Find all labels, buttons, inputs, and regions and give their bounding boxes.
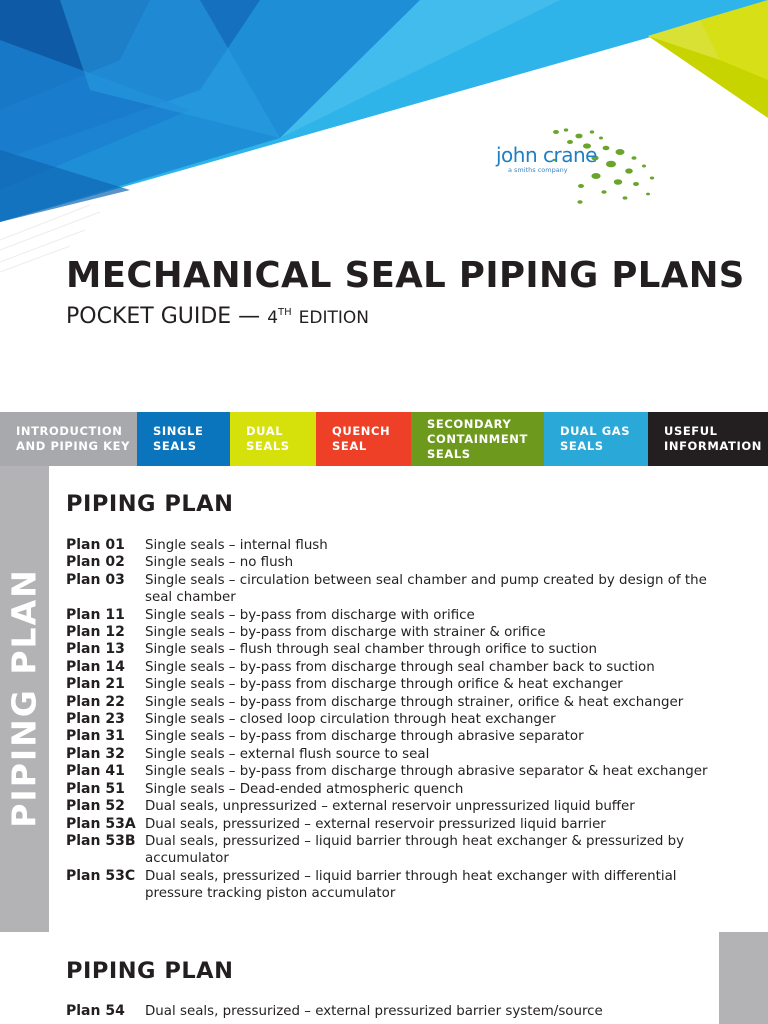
plan-description: Single seals – circulation between seal chamber and pump created by design of the seal chamber <box>145 572 707 606</box>
plan-description: Single seals – by-pass from discharge through orifice & heat exchanger <box>145 677 623 693</box>
plan-code: Plan 52 <box>66 798 125 815</box>
plan-description: Single seals – closed loop circulation through heat exchanger <box>145 712 556 728</box>
nav-tab-label: SECONDARY CONTAINMENT SEALS <box>427 416 528 461</box>
plan-row <box>66 694 726 711</box>
plan-row <box>66 1003 726 1020</box>
plan-list <box>66 537 726 903</box>
subtitle-text: POCKET GUIDE — <box>66 304 261 329</box>
edition-word: EDITION <box>298 308 369 328</box>
plan-description: Dual seals, pressurized – liquid barrier through heat exchanger & pressurized by accumulator <box>145 833 685 867</box>
plan-code: Plan 54 <box>66 1003 125 1019</box>
john-crane-logo <box>496 126 666 210</box>
section-title: PIPING PLAN <box>66 491 234 517</box>
plan-row <box>66 676 726 693</box>
plan-code: Plan 53C <box>66 867 136 884</box>
nav-tab-label: USEFUL INFORMATION <box>664 424 762 453</box>
plan-code: Plan 03 <box>66 571 125 588</box>
plan-code: Plan 22 <box>66 693 125 710</box>
plan-description: Single seals – by-pass from discharge with orifice <box>145 607 475 623</box>
plan-code: Plan 14 <box>66 658 125 675</box>
plan-description: Single seals – flush through seal chamber through orifice to suction <box>145 642 598 658</box>
plan-description: Single seals – no flush <box>145 555 294 571</box>
logo-tagline: a smiths company <box>508 166 568 174</box>
plan-row <box>66 624 726 641</box>
plan-row <box>66 711 726 728</box>
nav-tab-label: QUENCH SEAL <box>332 424 391 453</box>
plan-description: Single seals – by-pass from discharge through abrasive separator & heat exchanger <box>145 764 708 780</box>
nav-tab-label: INTRODUCTION AND PIPING KEY <box>16 424 131 453</box>
plan-row <box>66 537 726 554</box>
plan-row <box>66 763 726 780</box>
plan-code: Plan 41 <box>66 763 125 780</box>
plan-code: Plan 01 <box>66 537 125 553</box>
nav-tab-useful-information[interactable] <box>648 412 768 466</box>
plan-description: Single seals – by-pass from discharge through seal chamber back to suction <box>145 659 655 675</box>
plan-row <box>66 798 726 815</box>
nav-tab-quench-seal[interactable] <box>316 412 411 466</box>
section-nav <box>0 412 768 466</box>
plan-code: Plan 51 <box>66 780 125 797</box>
nav-tab-dual-gas-seals[interactable] <box>544 412 648 466</box>
plan-description: Dual seals, pressurized – external pressurized barrier system/source <box>145 1004 603 1019</box>
plan-description: Single seals – external flush source to seal <box>145 746 430 762</box>
plan-code: Plan 02 <box>66 554 125 571</box>
plan-code: Plan 12 <box>66 624 125 641</box>
side-label: PIPING PLAN <box>4 568 44 828</box>
plan-code: Plan 23 <box>66 711 125 728</box>
plan-description: Single seals – by-pass from discharge with strainer & orifice <box>145 625 546 641</box>
side-tab <box>719 932 768 1024</box>
page-title: MECHANICAL SEAL PIPING PLANS <box>66 255 745 296</box>
plan-row <box>66 607 726 624</box>
plan-description: Dual seals, unpressurized – external reservoir unpressurized liquid buffer <box>145 799 635 815</box>
nav-tab-label: DUAL SEALS <box>246 424 290 453</box>
plan-description: Single seals – by-pass from discharge through abrasive separator <box>145 729 584 745</box>
plan-code: Plan 11 <box>66 606 125 623</box>
plan-row <box>66 728 726 745</box>
plan-list <box>66 1003 726 1020</box>
plan-description: Dual seals, pressurized – external reservoir pressurized liquid barrier <box>145 816 606 832</box>
plan-code: Plan 13 <box>66 641 125 658</box>
plan-row <box>66 816 726 833</box>
edition-number: 4 <box>267 308 279 328</box>
plan-code: Plan 32 <box>66 745 125 762</box>
nav-tab-single-seals[interactable] <box>137 412 230 466</box>
plan-row <box>66 572 726 607</box>
plan-row <box>66 781 726 798</box>
nav-tab-dual-seals[interactable] <box>230 412 316 466</box>
edition-suffix: TH <box>278 307 292 318</box>
logo-wordmark: john crane <box>496 143 597 167</box>
nav-tab-label: DUAL GAS SEALS <box>560 424 631 453</box>
plan-row <box>66 659 726 676</box>
plan-description: Single seals – by-pass from discharge through strainer, orifice & heat exchanger <box>145 694 684 710</box>
plan-row <box>66 868 726 903</box>
plan-description: Single seals – internal flush <box>145 538 328 553</box>
plan-code: Plan 53B <box>66 832 136 849</box>
section-title: PIPING PLAN <box>66 958 234 984</box>
nav-tab-introduction[interactable] <box>0 412 137 466</box>
nav-tab-secondary-containment[interactable] <box>411 412 544 466</box>
plan-row <box>66 833 726 868</box>
page-subtitle <box>66 304 369 329</box>
plan-row <box>66 641 726 658</box>
plan-row <box>66 746 726 763</box>
nav-tab-label: SINGLE SEALS <box>153 424 204 453</box>
plan-code: Plan 21 <box>66 676 125 693</box>
plan-description: Dual seals, pressurized – liquid barrier through heat exchanger with differential pressure tracking piston accumulator <box>145 868 677 902</box>
plan-row <box>66 554 726 571</box>
plan-code: Plan 53A <box>66 815 136 832</box>
plan-description: Single seals – Dead-ended atmospheric quench <box>145 781 464 797</box>
plan-code: Plan 31 <box>66 728 125 745</box>
